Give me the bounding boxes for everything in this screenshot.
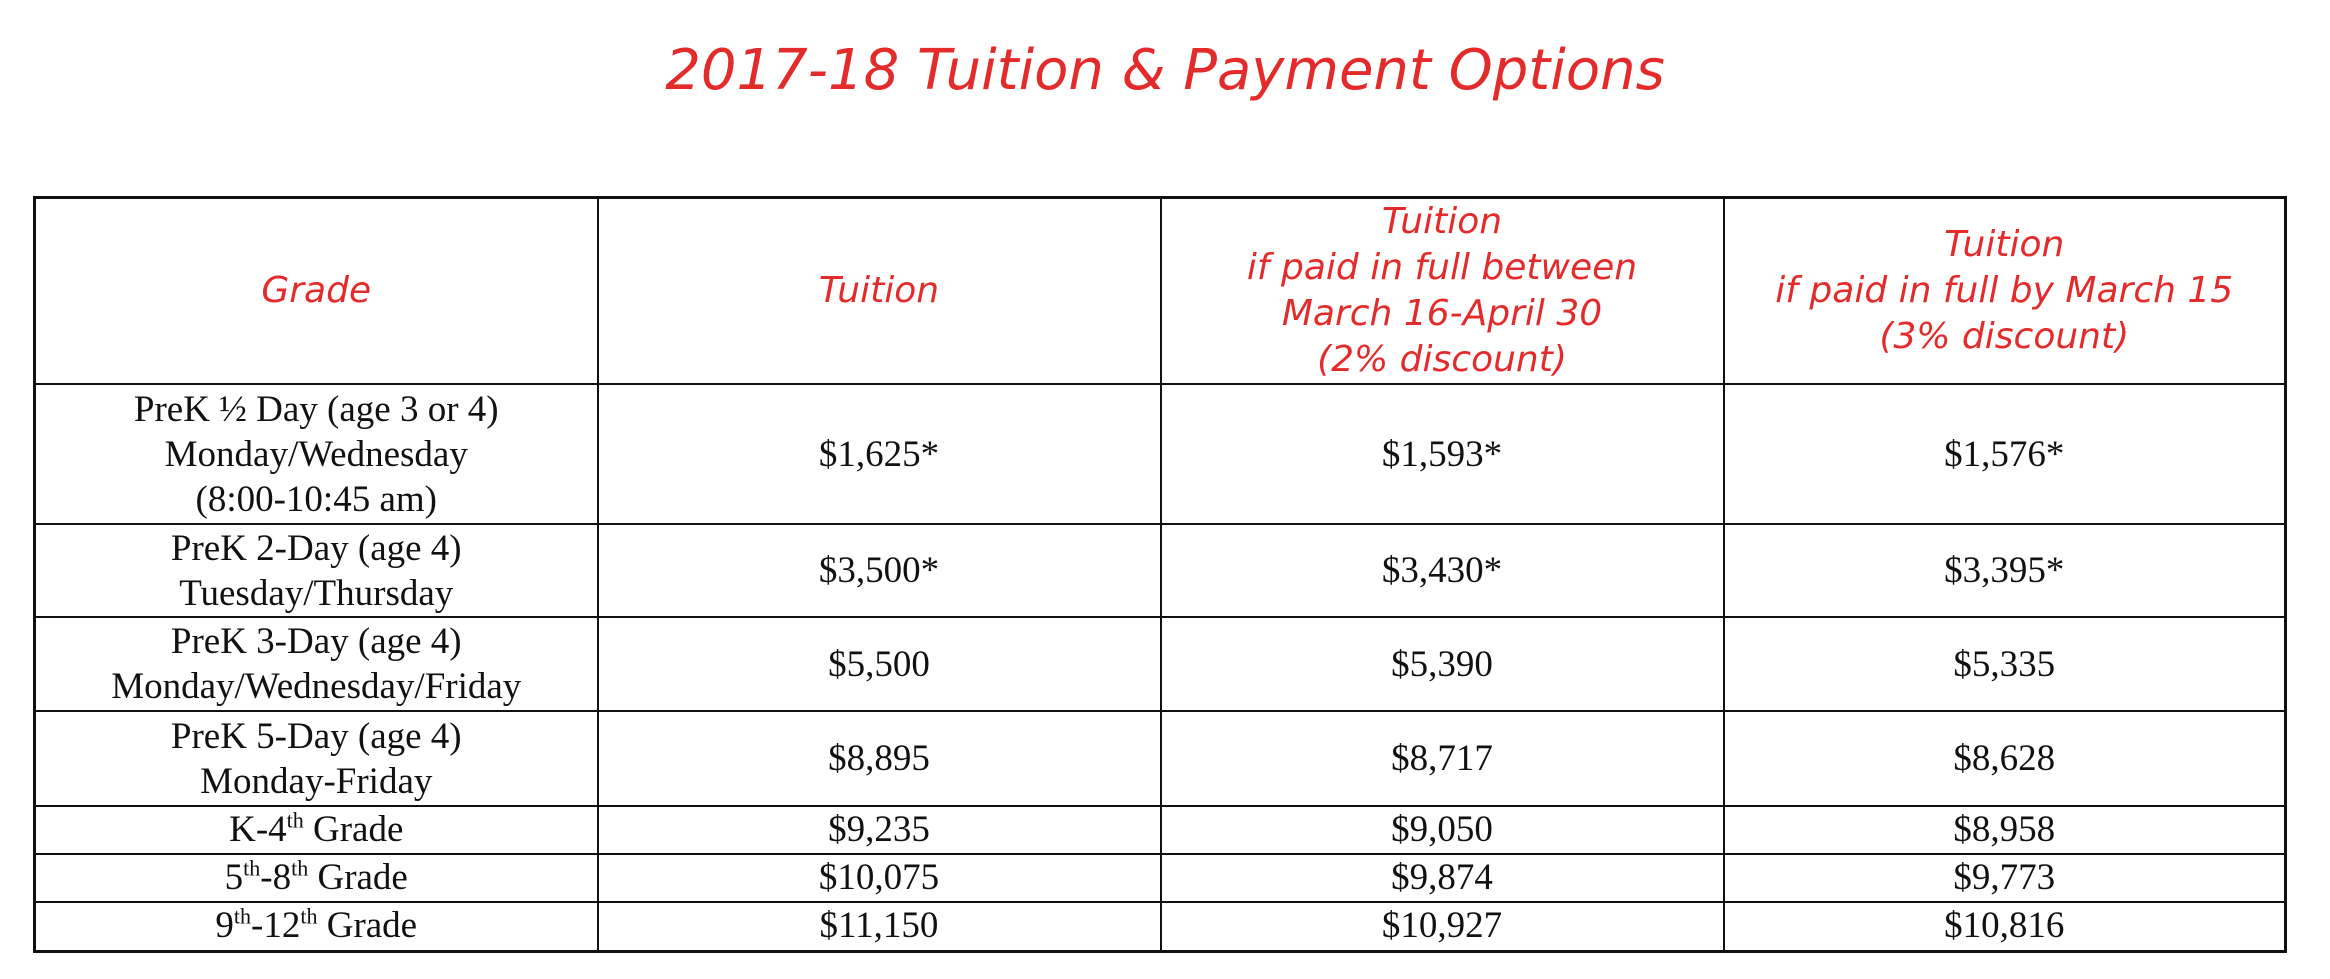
grade-line: PreK 2-Day (age 4) — [170, 527, 462, 569]
table-row — [35, 854, 2286, 902]
grade-part: Grade — [308, 857, 408, 898]
grade-line: Tuesday/Thursday — [179, 572, 454, 614]
tuition-by-march-cell: $9,773 — [1724, 854, 2286, 902]
table-row — [35, 617, 2286, 711]
grade-line: Monday/Wednesday — [164, 433, 468, 475]
tuition-between-cell: $8,717 — [1161, 711, 1724, 806]
tuition-by-march-cell: $1,576* — [1724, 384, 2286, 524]
tuition-cell: $10,075 — [598, 854, 1161, 902]
header-tuition-by-march — [1724, 198, 2286, 385]
table-row — [35, 524, 2286, 617]
grade-part: 5 — [224, 857, 244, 898]
grade-part: 9 — [215, 905, 234, 947]
tuition-between-cell: $9,874 — [1161, 854, 1724, 902]
header-between-line-1: Tuition — [1381, 201, 1503, 242]
header-grade-label: Grade — [261, 270, 372, 311]
grade-part: Grade — [303, 809, 404, 850]
grade-cell — [35, 806, 598, 854]
tuition-between-cell: $5,390 — [1161, 617, 1724, 711]
grade-sup: th — [300, 903, 318, 929]
tuition-by-march-cell: $8,628 — [1724, 711, 2286, 806]
table-row — [35, 711, 2286, 806]
tuition-between-cell: $1,593* — [1161, 384, 1724, 524]
header-grade — [35, 198, 598, 385]
tuition-by-march-cell: $8,958 — [1724, 806, 2286, 854]
grade-cell — [35, 384, 598, 524]
header-by-march-line-1: Tuition — [1944, 224, 2065, 265]
grade-line: PreK ½ Day (age 3 or 4) — [133, 388, 499, 430]
header-between-line-2: if paid in full between — [1246, 247, 1638, 288]
grade-cell — [35, 854, 598, 902]
grade-part: -8 — [260, 857, 292, 898]
grade-cell — [35, 711, 598, 806]
table-row — [35, 806, 2286, 854]
grade-sup: th — [291, 855, 309, 881]
grade-part: K-4 — [229, 809, 287, 850]
grade-part: Grade — [317, 905, 418, 947]
header-by-march-line-2: if paid in full by March 15 — [1775, 270, 2234, 311]
grade-cell — [35, 902, 598, 951]
tuition-table — [33, 196, 2287, 953]
grade-sup: th — [243, 855, 261, 881]
grade-line: Monday/Wednesday/Friday — [111, 666, 522, 707]
tuition-cell: $5,500 — [598, 617, 1161, 711]
header-tuition — [598, 198, 1161, 385]
tuition-cell: $9,235 — [598, 806, 1161, 854]
table-row — [35, 902, 2286, 951]
tuition-by-march-cell: $5,335 — [1724, 617, 2286, 711]
header-between-line-4: (2% discount) — [1317, 339, 1567, 380]
header-by-march-line-3: (3% discount) — [1879, 316, 2130, 357]
grade-line: PreK 5-Day (age 4) — [170, 715, 462, 757]
tuition-by-march-cell: $3,395* — [1724, 524, 2286, 617]
tuition-between-cell: $3,430* — [1161, 524, 1724, 617]
grade-part: -12 — [251, 905, 301, 947]
grade-cell — [35, 617, 598, 711]
tuition-cell: $11,150 — [598, 902, 1161, 951]
grade-line: (8:00-10:45 am) — [195, 478, 437, 520]
grade-line: PreK 3-Day (age 4) — [170, 621, 462, 662]
grade-cell — [35, 524, 598, 617]
table-row — [35, 384, 2286, 524]
tuition-cell: $3,500* — [598, 524, 1161, 617]
header-tuition-between — [1161, 198, 1724, 385]
grade-sup: th — [233, 903, 252, 929]
tuition-by-march-cell: $10,816 — [1724, 902, 2286, 951]
grade-line: Monday-Friday — [200, 760, 433, 802]
page-title: 2017-18 Tuition & Payment Options — [665, 38, 1665, 103]
header-tuition-label: Tuition — [818, 270, 940, 311]
tuition-between-cell: $10,927 — [1161, 902, 1724, 951]
grade-sup: th — [286, 807, 304, 833]
tuition-cell: $1,625* — [598, 384, 1161, 524]
tuition-cell: $8,895 — [598, 711, 1161, 806]
header-row — [35, 198, 2286, 385]
header-between-line-3: March 16-April 30 — [1281, 293, 1603, 334]
tuition-between-cell: $9,050 — [1161, 806, 1724, 854]
